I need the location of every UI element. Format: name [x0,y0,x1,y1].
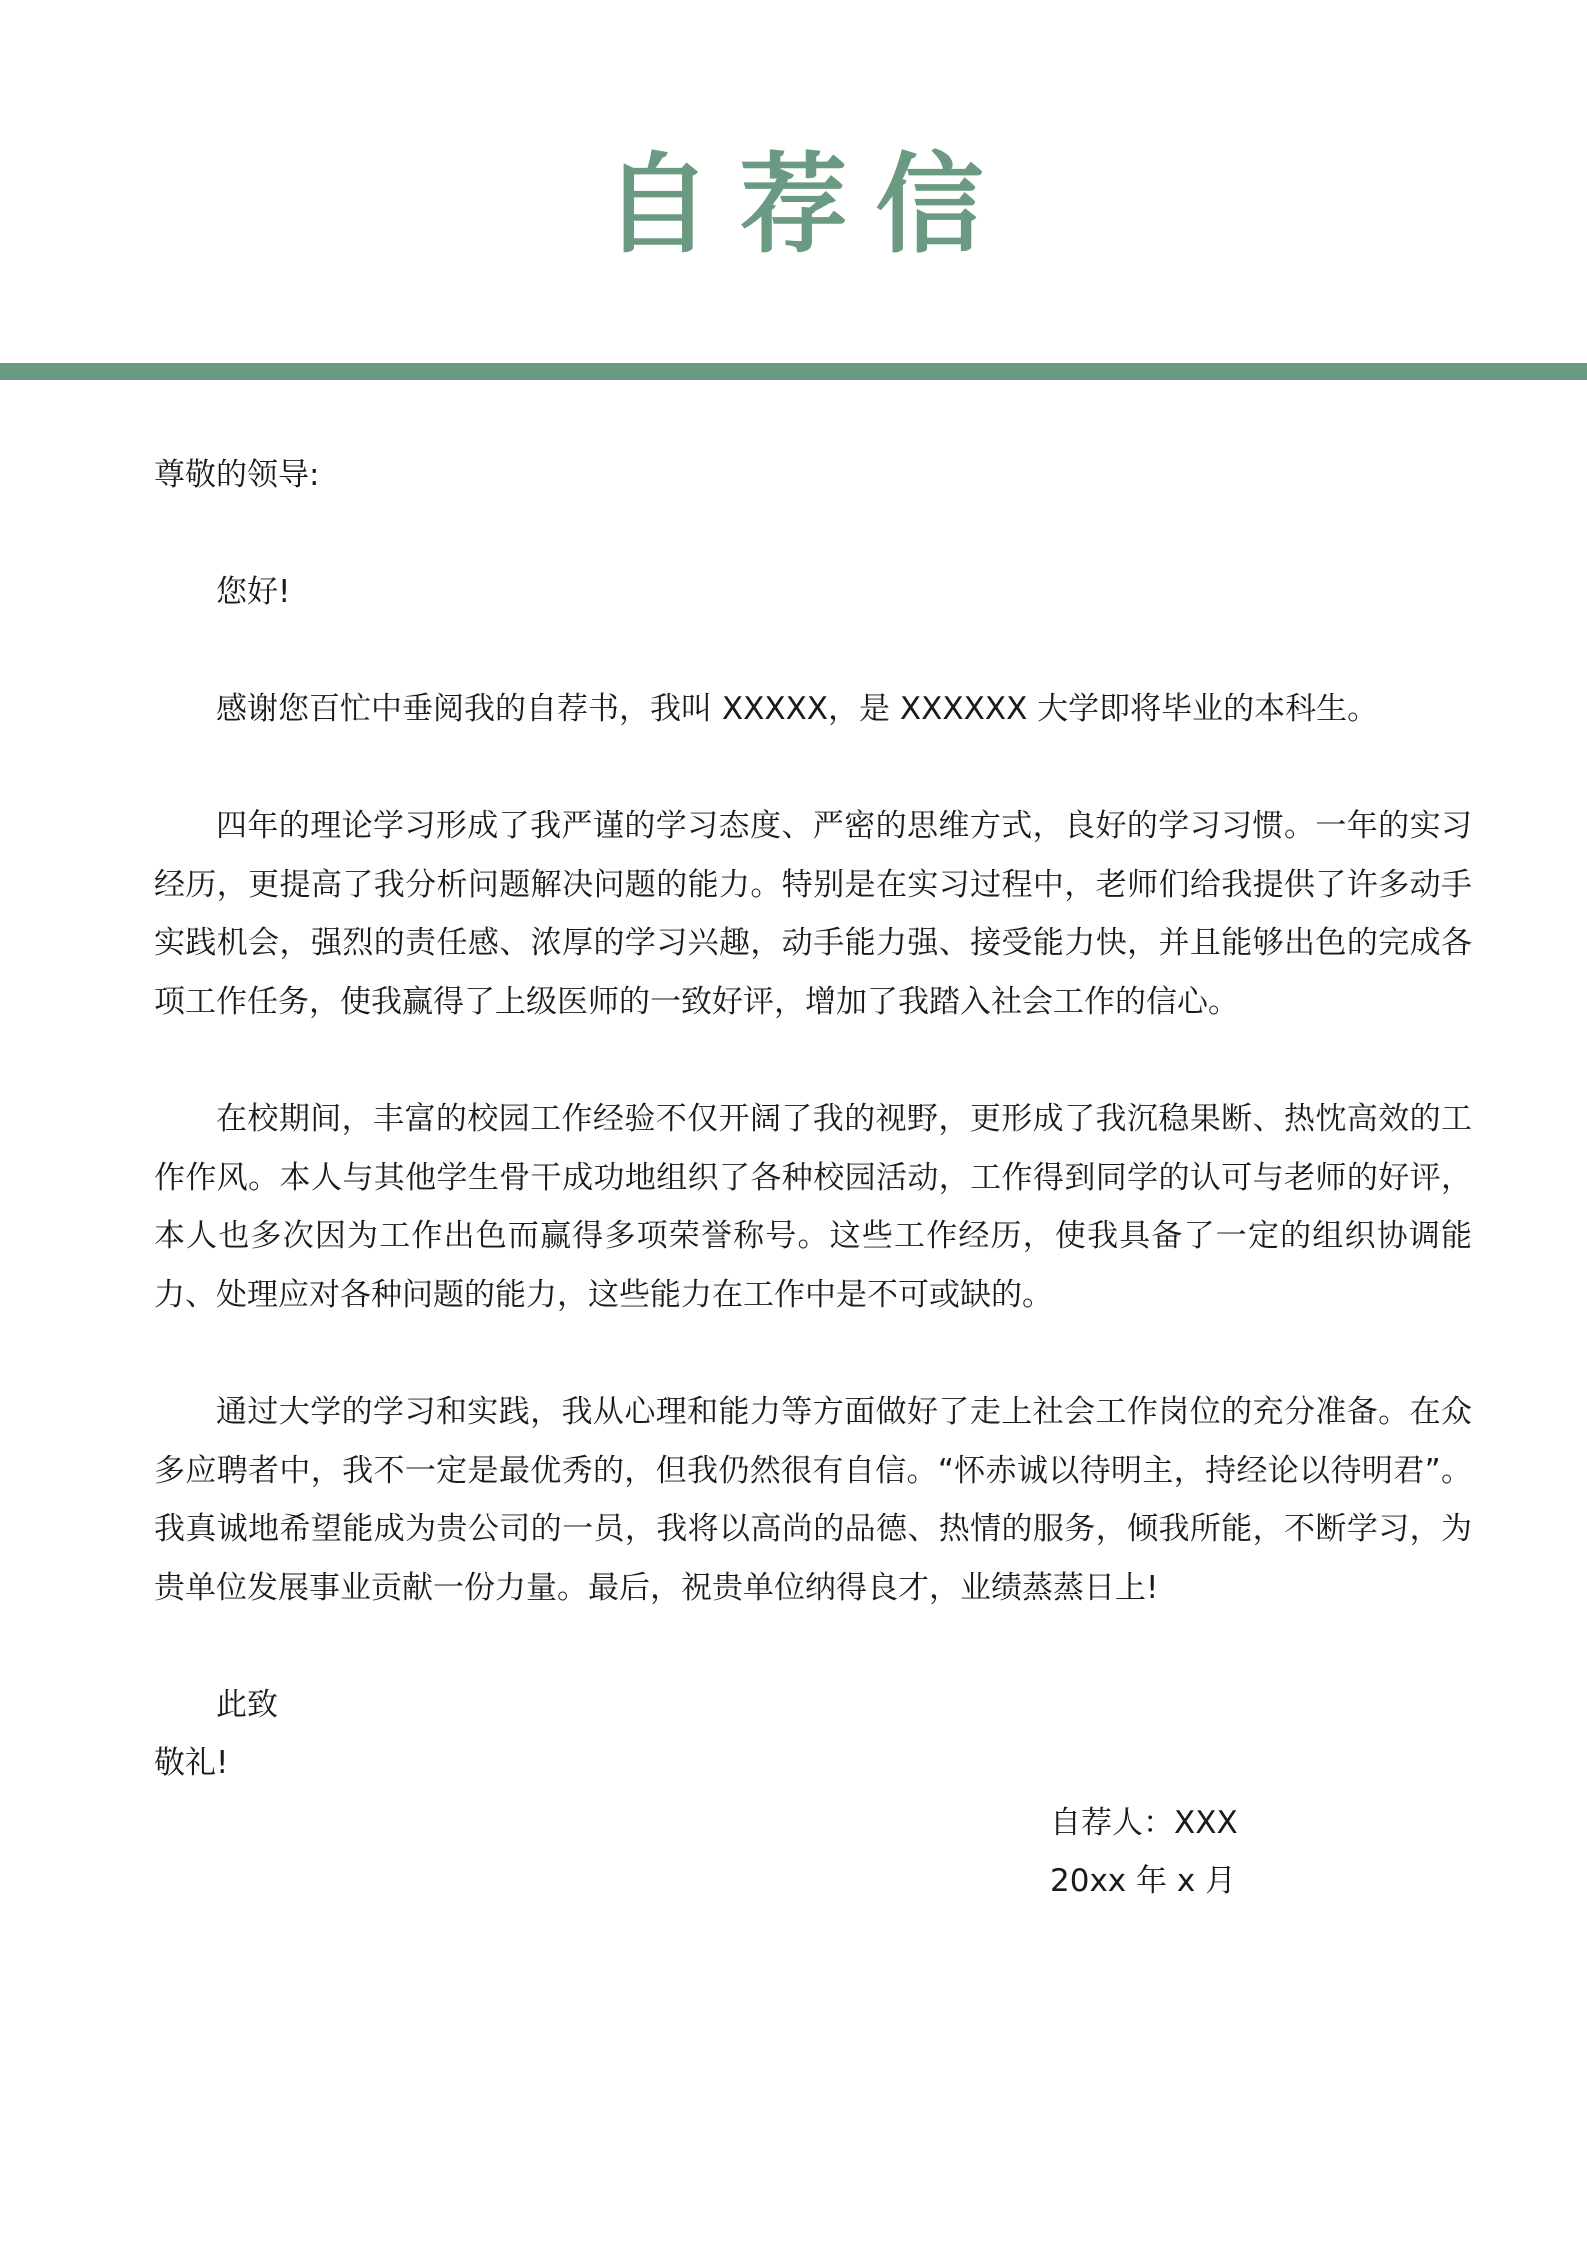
salutation: 尊敬的领导: [154,457,320,493]
title-divider [0,363,1587,380]
paragraph-closing: 通过大学的学习和实践，我从心理和能力等方面做好了走上社会工作岗位的充分准备。在众多应聘者中，我不一定是最优秀的，但我仍然很有自信。“怀赤诚以待明主，持经论以待明君”。我真诚地希望能成为贵公司的一员，我将以高尚的品德、热情的服务，倾我所能，不断学习，为贵单位发展事业贡献一份力量。最后，祝贵单位纳得良才，业绩蒸蒸日上! [154,1394,1472,1606]
closing-line-2: 敬礼! [154,1745,229,1781]
signer: 自荐人：XXX [1050,1805,1238,1841]
paragraph-study: 四年的理论学习形成了我严谨的学习态度、严密的思维方式，良好的学习习惯。一年的实习经历，更提高了我分析问题解决问题的能力。特别是在实习过程中，老师们给我提供了许多动手实践机会，强烈的责任感、浓厚的学习兴趣，动手能力强、接受能力快，并且能够出色的完成各项工作任务，使我赢得了上级医师的一致好评，增加了我踏入社会工作的信心。 [154,808,1472,1020]
paragraph-campus: 在校期间，丰富的校园工作经验不仅开阔了我的视野，更形成了我沉稳果断、热忱高效的工作作风。本人与其他学生骨干成功地组织了各种校园活动，工作得到同学的认可与老师的好评，本人也多次因为工作出色而赢得多项荣誉称号。这些工作经历，使我具备了一定的组织协调能力、处理应对各种问题的能力，这些能力在工作中是不可或缺的。 [154,1101,1472,1313]
closing-line-1: 此致 [216,1687,278,1723]
letter-title: 自荐信 [603,142,1012,268]
greeting: 您好! [216,574,291,610]
date: 20xx 年 x 月 [1050,1863,1237,1899]
paragraph-intro: 感谢您百忙中垂阅我的自荐书，我叫 XXXXX，是 XXXXXX 大学即将毕业的本科生。 [216,691,1379,727]
